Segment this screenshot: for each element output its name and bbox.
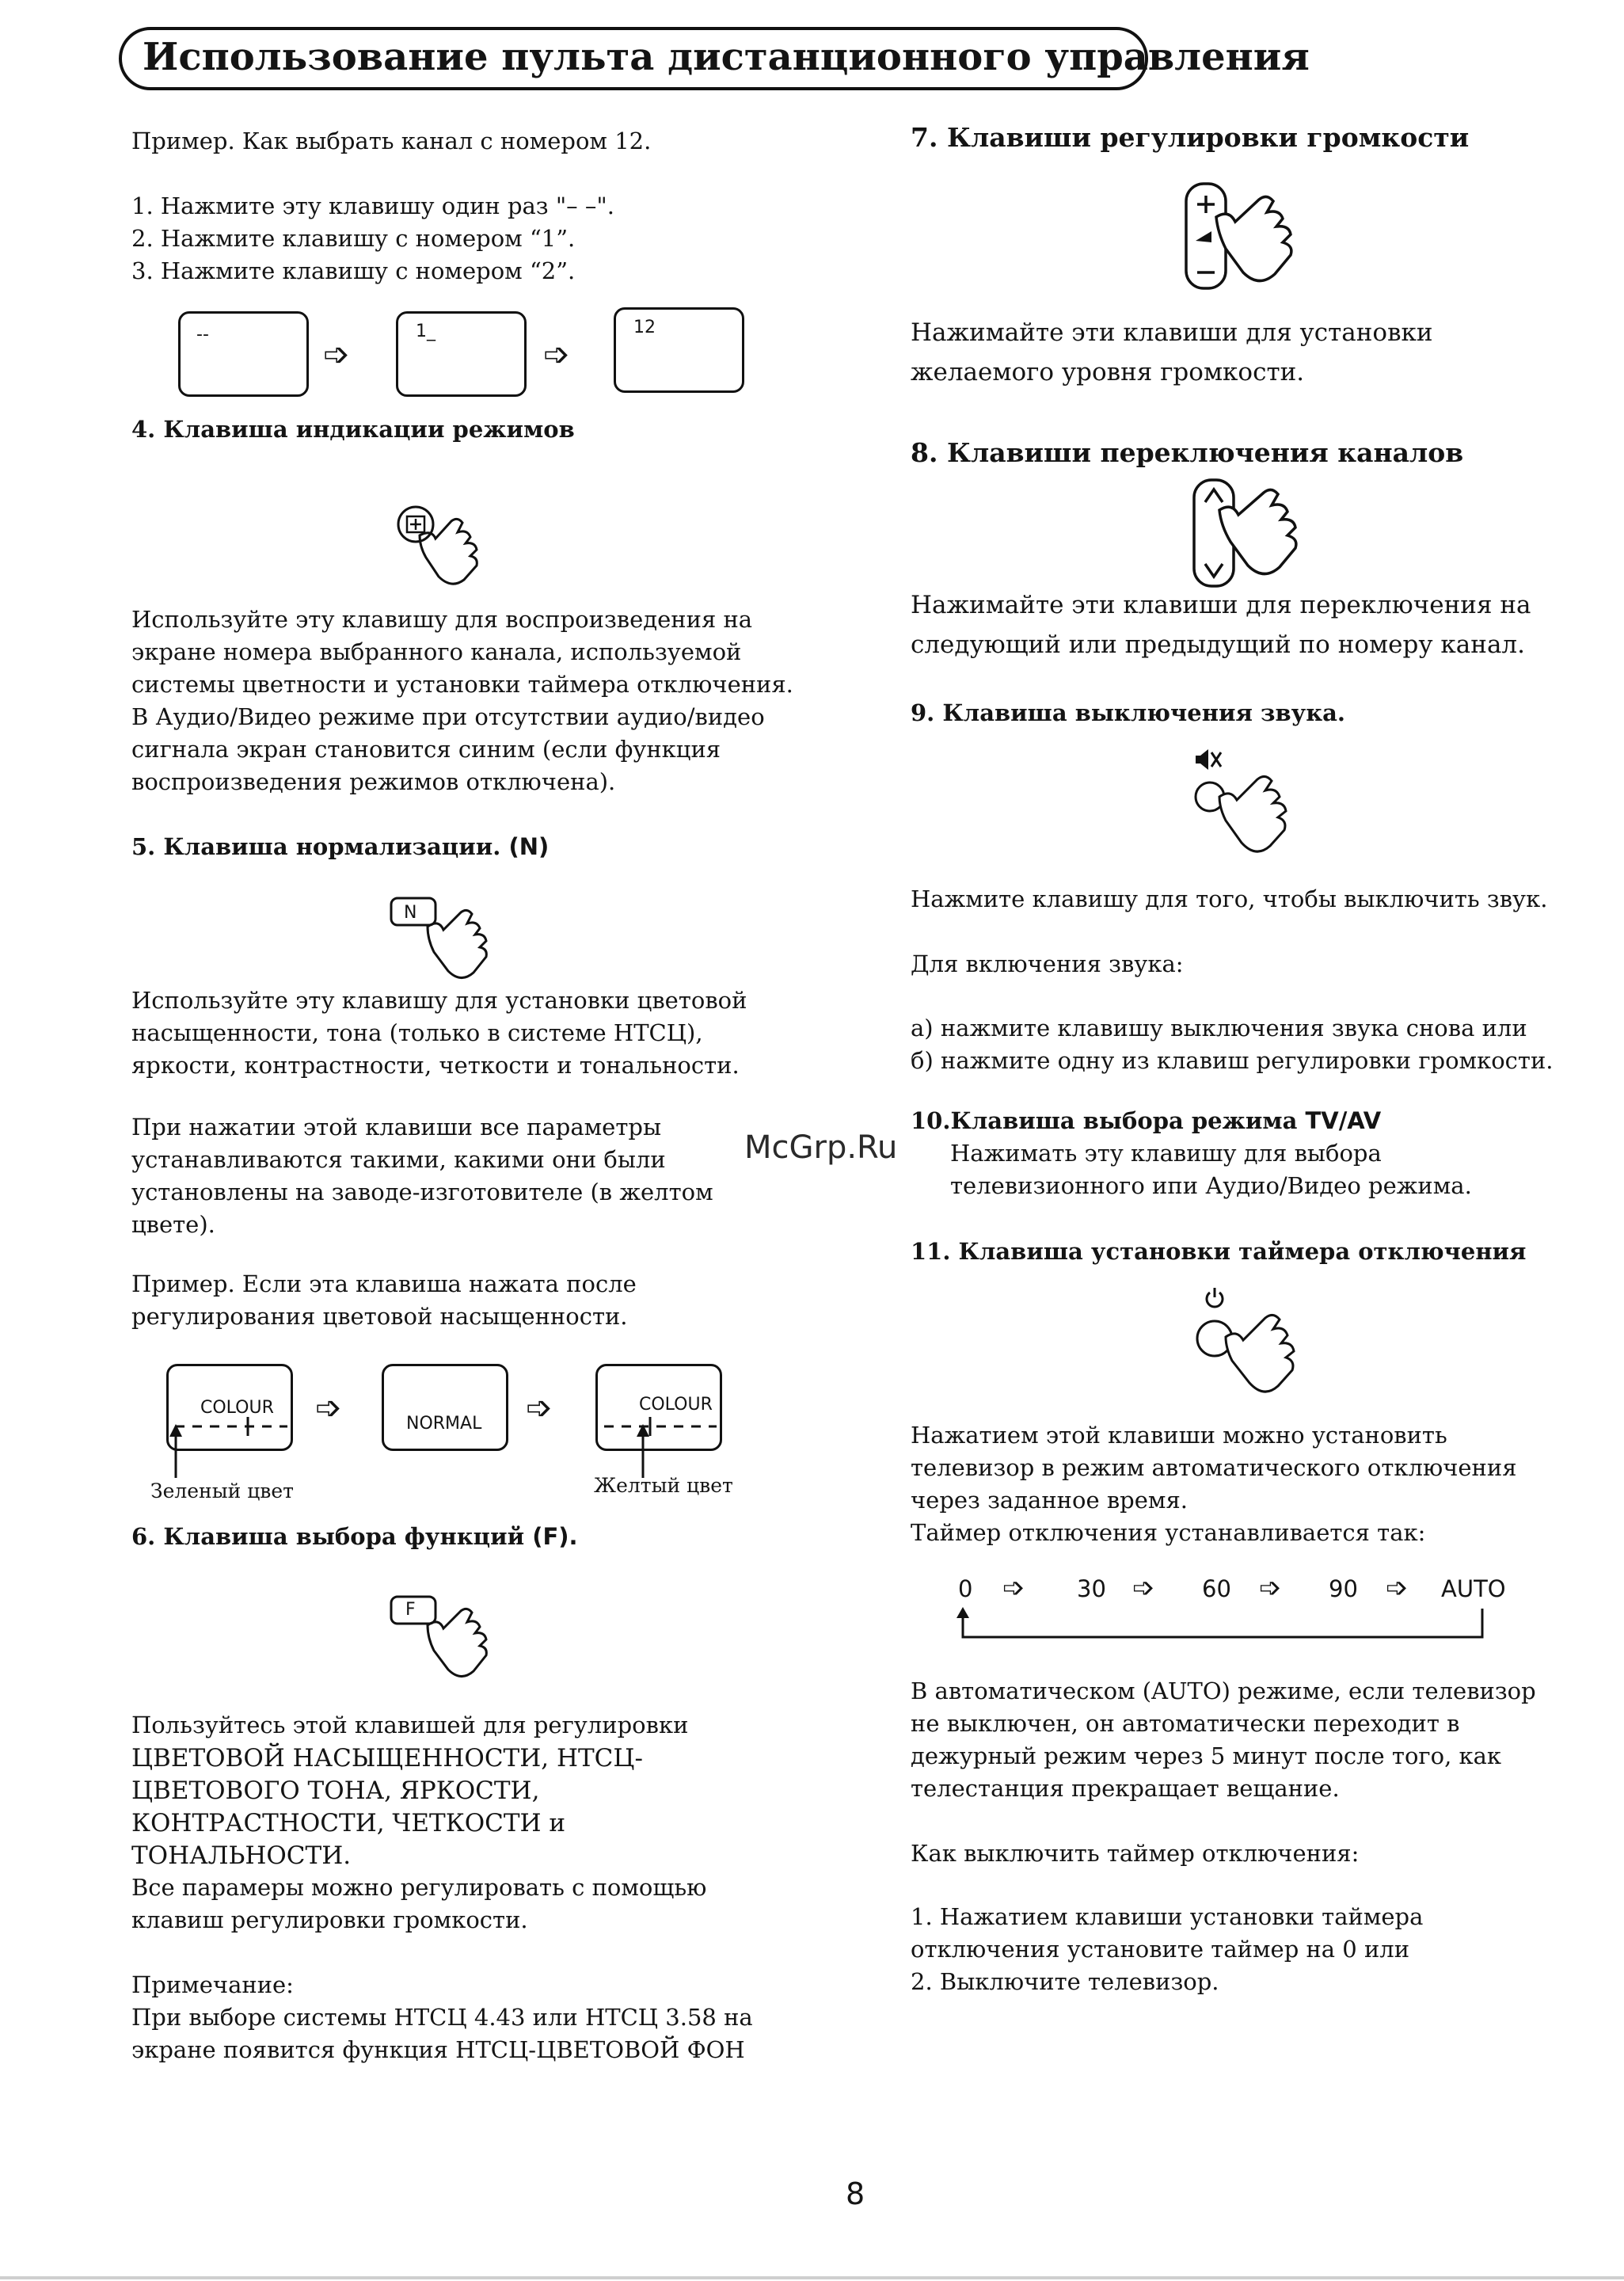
- step-1: 1. Нажмите эту клавишу один раз "– –".: [131, 192, 614, 219]
- s8-line: Нажимайте эти клавиши для переключения на: [911, 591, 1531, 619]
- screen-text: --: [196, 325, 209, 345]
- s5-line: насыщенности, тона (только в системе НТСЦ),: [131, 1019, 703, 1046]
- section-6-heading: [131, 1521, 578, 1552]
- section-6-key: (F).: [532, 1523, 578, 1550]
- section-10-heading: [911, 1105, 1381, 1137]
- channel-screen-2: [396, 311, 527, 397]
- s11-line: Нажатием этой клавиши можно установить: [911, 1422, 1447, 1449]
- s9-item: а) нажмите клавишу выключения звука снова или: [911, 1015, 1527, 1041]
- s4-line: Используйте эту клавишу для воспроизведения на: [131, 606, 753, 633]
- osd-normal-screen: [382, 1364, 508, 1451]
- timer-value: 30: [1077, 1575, 1106, 1602]
- section-11-heading: 11. Клавиша установки таймера отключения: [911, 1238, 1527, 1265]
- arrow-icon: ➩: [1259, 1572, 1282, 1604]
- arrow-icon: ➩: [543, 337, 570, 373]
- s5-line: яркости, контрастности, четкости и тональности.: [131, 1052, 740, 1079]
- arrow-icon: ➩: [526, 1390, 553, 1426]
- s4-line: сигнала экран становится синим (если функция: [131, 736, 721, 763]
- timer-value: 0: [958, 1575, 973, 1602]
- note-label: Примечание:: [131, 1971, 294, 1998]
- arrow-icon: ➩: [315, 1390, 342, 1426]
- s6-line: клавиш регулировки громкости.: [131, 1906, 528, 1933]
- s7-line: Нажимайте эти клавиши для установки: [911, 318, 1433, 347]
- watermark: McGrp.Ru: [744, 1129, 898, 1166]
- how-off-label: Как выключить таймер отключения:: [911, 1840, 1360, 1867]
- s4-line: системы цветности и установки таймера отключения.: [131, 671, 793, 698]
- note-line: При выборе системы НТСЦ 4.43 или НТСЦ 3.58 на: [131, 2004, 753, 2031]
- section-5-title: 5. Клавиша нормализации.: [131, 833, 501, 860]
- section-5-key: (N): [508, 833, 550, 860]
- s8-line: следующий или предыдущий по номеру канал.: [911, 630, 1525, 659]
- arrow-icon: ➩: [1386, 1572, 1409, 1604]
- page-title: Использование пульта дистанционного управления: [143, 35, 1310, 79]
- section-4-heading: 4. Клавиша индикации режимов: [131, 416, 575, 443]
- section-6-title: 6. Клавиша выбора функций: [131, 1523, 525, 1550]
- s9-item: б) нажмите одну из клавиш регулировки громкости.: [911, 1047, 1554, 1074]
- s10-line: телевизионного ипи Аудио/Видео режима.: [950, 1172, 1472, 1199]
- section-10-title: 10.Клавиша выбора режима: [911, 1107, 1298, 1134]
- s5-line: При нажатии этой клавиши все параметры: [131, 1114, 662, 1140]
- osd-colour-screen-green: [166, 1364, 293, 1451]
- step-2: 2. Нажмите клавишу с номером “1”.: [131, 225, 576, 252]
- section-5-heading: [131, 831, 549, 863]
- s11-line: через заданное время.: [911, 1487, 1188, 1514]
- timer-value: 60: [1202, 1575, 1231, 1602]
- page-number: 8: [846, 2176, 865, 2211]
- channel-keys-hand-icon: [1188, 475, 1330, 594]
- auto-line: не выключен, он автоматически переходит в: [911, 1710, 1460, 1737]
- auto-line: телестанция прекращает вещание.: [911, 1775, 1340, 1802]
- off-step: 1. Нажатием клавиши установки таймера: [911, 1903, 1424, 1930]
- auto-line: В автоматическом (AUTO) режимe, если телевизор: [911, 1677, 1536, 1704]
- osd-colour-screen-yellow: [595, 1364, 722, 1451]
- s6-line: ТОНАЛЬНОСТИ.: [131, 1841, 352, 1870]
- s11-line: телевизор в режим автоматического отключения: [911, 1454, 1517, 1481]
- section-9-heading: 9. Клавиша выключения звука.: [911, 699, 1346, 726]
- title-box: [119, 27, 1310, 90]
- arrow-icon: ➩: [1002, 1572, 1025, 1604]
- channel-screen-3: [614, 307, 744, 393]
- timer-loop-arrow-icon: [934, 1607, 1504, 1643]
- osd-text: NORMAL: [406, 1414, 482, 1434]
- timer-value: 90: [1329, 1575, 1358, 1602]
- s6-line: ЦВЕТОВОЙ НАСЫЩЕННОСТИ, НТСЦ-: [131, 1744, 643, 1773]
- s6-line: ЦВЕТОВОГО ТОНА, ЯРКОСТИ,: [131, 1776, 540, 1805]
- s6-line: Пользуйтесь этой клавишей для регулировки: [131, 1712, 689, 1738]
- timer-sequence: [934, 1572, 1536, 1643]
- s5-line: Используйте эту клавишу для установки цветовой: [131, 987, 747, 1014]
- s4-line: воспроизведения режимов отключена).: [131, 768, 616, 795]
- key-label: F: [405, 1600, 416, 1620]
- s6-line: Все парамеры можно регулировать с помощью: [131, 1874, 707, 1901]
- osd-text: COLOUR: [639, 1395, 713, 1415]
- s4-line: В Аудио/Видео режиме при отсутствии аудио/видео: [131, 703, 765, 730]
- off-step: 2. Выключите телевизор.: [911, 1968, 1219, 1995]
- auto-line: дежурный режим через 5 минут после того, как: [911, 1742, 1502, 1769]
- section-10-key: TV/AV: [1305, 1107, 1382, 1134]
- osd-bar-icon: [598, 1415, 725, 1447]
- s11-line: Таймер отключения устанавливается так:: [911, 1519, 1426, 1546]
- example-intro: Пример. Как выбрать канал с номером 12.: [131, 128, 652, 154]
- arrow-icon: ➩: [323, 337, 350, 373]
- section-8-heading: 8. Клавиши переключения каналов: [911, 437, 1464, 468]
- volume-keys-hand-icon: [1180, 177, 1322, 296]
- sleep-timer-key-hand-icon: [1188, 1283, 1322, 1402]
- s5-line: цвете).: [131, 1211, 215, 1238]
- osd-bar-icon: [169, 1415, 295, 1447]
- note-line: экране появится функция НТСЦ-ЦВЕТОВОЙ ФОН: [131, 2036, 745, 2063]
- key-label: N: [404, 903, 417, 923]
- s5-line: Пример. Если эта клавиша нажата после: [131, 1270, 637, 1297]
- section-7-heading: 7. Клавиши регулировки громкости: [911, 122, 1470, 153]
- s5-line: установлены на заводе-изготовителе (в желтом: [131, 1179, 713, 1205]
- osd-text: COLOUR: [200, 1398, 274, 1418]
- s5-line: регулирования цветовой насыщенности.: [131, 1303, 628, 1330]
- label-yellow: Желтый цвет: [594, 1474, 733, 1497]
- s6-line: КОНТРАСТНОСТИ, ЧЕТКОСТИ и: [131, 1809, 566, 1837]
- pointer-arrow-icon: [168, 1424, 184, 1479]
- step-3: 3. Нажмите клавишу с номером “2”.: [131, 257, 576, 284]
- s5-line: устанавливаются такими, какими они были: [131, 1146, 666, 1173]
- arrow-icon: ➩: [1132, 1572, 1155, 1604]
- scan-edge: [0, 2276, 1624, 2279]
- s9-line: Для включения звука:: [911, 950, 1184, 977]
- timer-value: AUTO: [1441, 1575, 1506, 1602]
- s4-line: экране номера выбранного канала, используемой: [131, 638, 742, 665]
- label-green: Зеленый цвет: [150, 1479, 294, 1502]
- display-key-hand-icon: [388, 497, 507, 592]
- screen-text: 1_: [416, 322, 435, 341]
- screen-text: 12: [633, 318, 656, 337]
- s9-line: Нажмите клавишу для того, чтобы выключить звук.: [911, 885, 1548, 912]
- s10-line: Нажимать эту клавишу для выбора: [950, 1140, 1382, 1167]
- mute-key-hand-icon: [1188, 744, 1314, 863]
- channel-screen-1: [178, 311, 309, 397]
- off-step: отключения установите таймер на 0 или: [911, 1936, 1410, 1963]
- s7-line: желаемого уровня громкости.: [911, 358, 1305, 387]
